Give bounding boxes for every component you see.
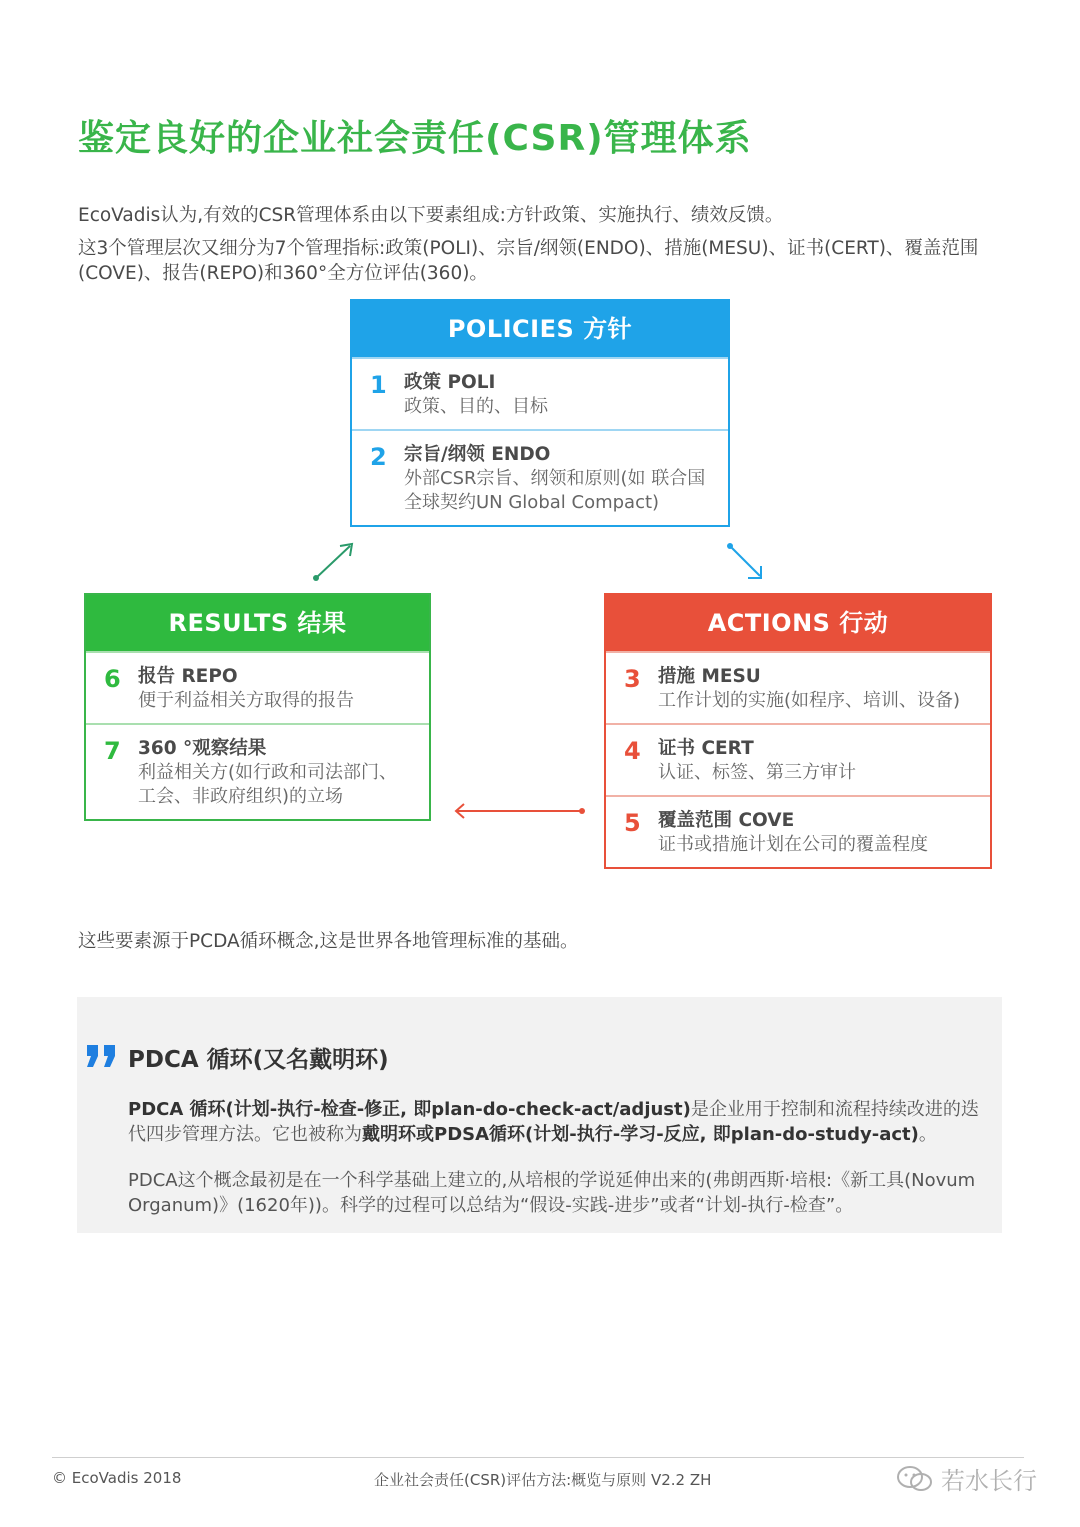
arrow-policies-to-actions <box>720 538 776 588</box>
item-title: 报告 REPO <box>138 666 238 687</box>
item-number: 1 <box>370 371 387 399</box>
policy-item-poli <box>352 357 728 429</box>
results-box <box>84 593 431 821</box>
policy-item-endo <box>352 429 728 525</box>
item-title: 措施 MESU <box>658 666 761 687</box>
wechat-icon <box>895 1464 935 1494</box>
result-item-360 <box>86 723 429 819</box>
arrow-actions-to-results <box>448 800 588 822</box>
intro-line-2: 这3个管理层次又细分为7个管理指标:政策(POLI)、宗旨/纲领(ENDO)、措施(MESU)、证书(CERT)、覆盖范围(COVE)、报告(REPO)和360°全方位评估(360)。 <box>78 238 979 284</box>
item-number: 4 <box>624 737 641 765</box>
item-description: 利益相关方(如行政和司法部门、工会、非政府组织)的立场 <box>138 762 398 807</box>
actions-header: ACTIONS 行动 <box>606 595 990 651</box>
item-number: 3 <box>624 665 641 693</box>
result-item-repo <box>86 651 429 723</box>
intro-text <box>78 203 1008 294</box>
item-title: 证书 CERT <box>658 738 754 759</box>
item-number: 6 <box>104 665 121 693</box>
watermark-text: 若水长行 <box>941 1467 1037 1495</box>
pdca-quote-box <box>77 997 1002 1233</box>
page-title: 鉴定良好的企业社会责任(CSR)管理体系 <box>78 118 752 159</box>
intro-line-1: EcoVadis认为,有效的CSR管理体系由以下要素组成:方针政策、实施执行、绩效反馈。 <box>78 205 784 226</box>
item-number: 2 <box>370 443 387 471</box>
quote-text-1: 是企业用于控制和流程持续改进的迭代四步管理方法。它也被称为 <box>128 1099 979 1145</box>
arrow-results-to-policies <box>306 538 362 588</box>
pdca-note: 这些要素源于PCDA循环概念,这是世界各地管理标准的基础。 <box>78 931 579 952</box>
quote-paragraph-2: PDCA这个概念最初是在一个科学基础上建立的,从培根的学说延伸出来的(弗朗西斯·培根:《新工具(Novum Organum)》(1620年))。科学的过程可以总结为“假设-实践-进步”或者“计划-执行-检查”。 <box>128 1170 976 1216</box>
item-number: 5 <box>624 809 641 837</box>
quote-text-2: 。 <box>918 1124 937 1145</box>
quote-bold-2: 戴明环或PDSA循环(计划-执行-学习-反应, 即plan-do-study-act) <box>362 1124 919 1145</box>
actions-box <box>604 593 992 869</box>
policies-header: POLICIES 方针 <box>352 301 728 357</box>
item-title: 覆盖范围 COVE <box>658 810 795 831</box>
quote-icon <box>83 1043 121 1069</box>
item-description: 便于利益相关方取得的报告 <box>138 690 354 711</box>
action-item-mesu <box>606 651 990 723</box>
item-description: 工作计划的实施(如程序、培训、设备) <box>658 690 961 711</box>
item-description: 政策、目的、目标 <box>404 396 548 417</box>
footer-document-title: 企业社会责任(CSR)评估方法:概览与原则 V2.2 ZH <box>374 1471 712 1489</box>
results-header: RESULTS 结果 <box>86 595 429 651</box>
item-description: 证书或措施计划在公司的覆盖程度 <box>658 834 928 855</box>
action-item-cert <box>606 723 990 795</box>
quote-bold-1: PDCA 循环(计划-执行-检查-修正, 即plan-do-check-act/adjust) <box>128 1099 691 1120</box>
footer-divider <box>52 1457 1024 1458</box>
item-number: 7 <box>104 737 121 765</box>
action-item-cove <box>606 795 990 867</box>
item-description: 认证、标签、第三方审计 <box>658 762 856 783</box>
footer-copyright: © EcoVadis 2018 <box>52 1469 182 1487</box>
item-description: 外部CSR宗旨、纲领和原则(如 联合国全球契约UN Global Compact) <box>404 468 706 513</box>
quote-paragraph-1 <box>128 1097 990 1147</box>
watermark <box>895 1461 1037 1496</box>
policies-box <box>350 299 730 527</box>
item-title: 360 °观察结果 <box>138 738 267 759</box>
quote-title: PDCA 循环(又名戴明环) <box>128 1047 389 1073</box>
item-title: 宗旨/纲领 ENDO <box>404 444 551 465</box>
item-title: 政策 POLI <box>404 372 496 393</box>
